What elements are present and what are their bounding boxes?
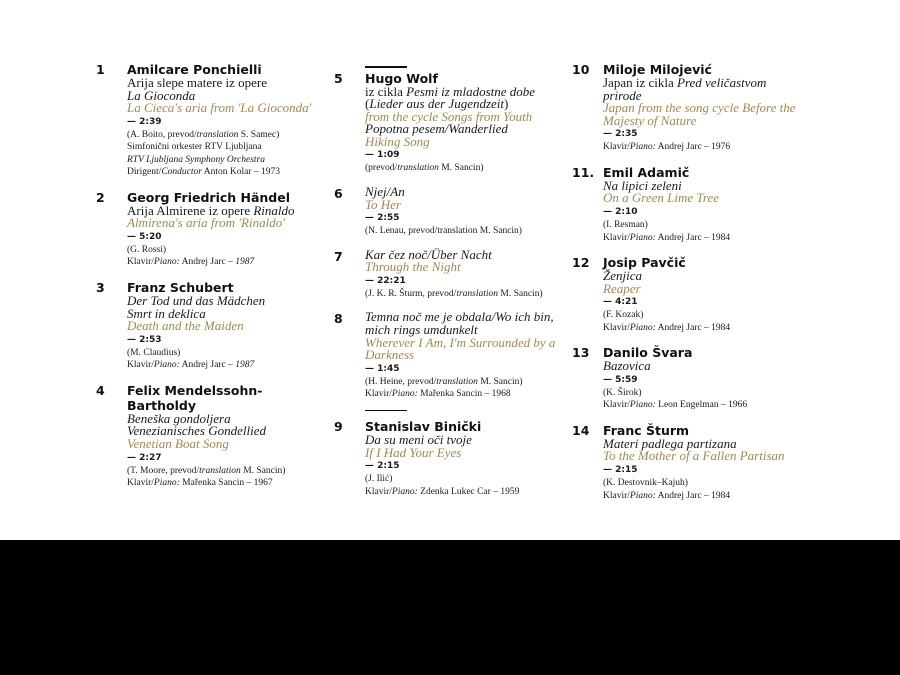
title-line: Beneška gondoljera — [127, 410, 231, 426]
title-line: Ženjica — [603, 268, 642, 284]
duration: — 2:15 — [603, 465, 638, 476]
track-12 — [572, 255, 800, 334]
title-line: (Lieder aus der Jugendzeit) — [365, 96, 509, 112]
title-line: Kar čez noč/Über Nacht — [365, 246, 492, 262]
credit-line: (T. Moore, prevod/translation M. Sancin) — [127, 465, 286, 476]
duration: — 2:55 — [365, 213, 400, 224]
english-title: Japan from the song cycle Before the — [603, 100, 796, 116]
track-number: 10 — [572, 62, 590, 77]
english-title: Reaper — [603, 280, 641, 296]
english-title: Majesty of Nature — [603, 112, 697, 128]
credit-line: Dirigent/Conductor Anton Kolar – 1973 — [127, 167, 281, 178]
composer-name: Danilo Švara — [603, 345, 693, 361]
english-title: To Her — [365, 196, 402, 212]
duration: — 4:21 — [603, 297, 638, 308]
track-6 — [334, 183, 556, 238]
duration: — 2:35 — [603, 129, 638, 140]
title-line: Popotna pesem/Wanderlied — [365, 121, 508, 137]
track-13 — [572, 345, 800, 412]
title-line: Japan iz cikla Pred veličastvom prirode — [603, 75, 767, 103]
composer-name: Josip Pavčič — [603, 255, 686, 271]
credit-line: Klavir/Piano: Andrej Jarc – 1984 — [603, 232, 731, 243]
title-line: iz cikla Pesmi iz mladostne dobe — [365, 83, 536, 99]
track-2 — [96, 190, 321, 269]
english-title: Venetian Boat Song — [127, 435, 229, 451]
composer-name: Emil Adamič — [603, 164, 690, 180]
track-number: 12 — [572, 255, 590, 271]
title-line: Arija Almirene iz opere Rinaldo — [127, 202, 295, 218]
duration: — 2:53 — [127, 334, 162, 345]
english-title: Darkness — [365, 347, 415, 363]
composer-name: Franz Schubert — [127, 279, 234, 295]
track-number: 7 — [334, 248, 343, 264]
track-3 — [96, 280, 321, 372]
credit-line: Klavir/Piano: Mařenka Sancin – 1967 — [127, 478, 273, 489]
duration: — 1:09 — [365, 150, 400, 161]
credit-line: Klavir/Piano: Andrej Jarc – 1984 — [603, 322, 731, 333]
duration: — 2:10 — [603, 207, 638, 218]
english-title: from the cycle Songs from Youth — [365, 108, 533, 124]
credit-line: (G. Rossi) — [127, 244, 167, 255]
section-divider — [365, 66, 407, 68]
english-title: Wherever I Am, I'm Surrounded by a — [365, 334, 556, 350]
duration: — 1:45 — [365, 363, 400, 374]
credit-line: (N. Lenau, prevod/translation M. Sancin) — [365, 226, 522, 237]
title-line: Na lipici zeleni — [603, 177, 682, 193]
track-10 — [572, 62, 800, 154]
title-line: Smrt in deklica — [127, 305, 206, 321]
track-1 — [96, 62, 321, 179]
track-number: 6 — [334, 185, 343, 201]
track-4 — [96, 383, 321, 490]
credit-line: Klavir/Piano: Andrej Jarc – 1987 — [127, 360, 255, 371]
english-title: Death and the Maiden — [127, 318, 244, 334]
credit-line: Klavir/Piano: Andrej Jarc – 1987 — [127, 257, 255, 268]
track-number: 11. — [572, 164, 595, 180]
title-line: Temna noč me je obdala/Wo ich bin, — [365, 309, 554, 325]
title-line: Njej/An — [365, 183, 405, 199]
section-divider — [365, 410, 407, 412]
credit-line: Klavir/Piano: Mařenka Sancin – 1968 — [365, 389, 511, 400]
credit-line: (H. Heine, prevod/translation M. Sancin) — [365, 376, 523, 387]
column-middle — [334, 62, 556, 509]
composer-name: Georg Friedrich Händel — [127, 189, 291, 205]
credit-line: (F. Kozak) — [603, 310, 644, 321]
track-number: 1 — [96, 62, 105, 77]
credit-line: (K. Širok) — [603, 387, 642, 398]
credit-line: (J. K. R. Šturm, prevod/translation M. Sancin) — [365, 288, 543, 299]
credit-line: Klavir/Piano: Andrej Jarc – 1984 — [603, 490, 731, 501]
track-14 — [572, 423, 800, 502]
track-number: 14 — [572, 422, 590, 438]
english-title: To the Mother of a Fallen Partisan — [603, 448, 785, 464]
title-line: mich rings umdunkelt — [365, 321, 478, 337]
credit-line: (A. Boito, prevod/translation S. Samec) — [127, 129, 280, 140]
track-7 — [334, 246, 556, 301]
credit-line: (M. Claudius) — [127, 347, 181, 358]
title-line: Bazovica — [603, 358, 651, 374]
title-line: La Gioconda — [127, 87, 196, 103]
title-line: Da su meni oči tvoje — [365, 432, 472, 448]
track-number: 5 — [334, 70, 343, 86]
credit-line: Klavir/Piano: Zdenka Lukec Car – 1959 — [365, 486, 520, 497]
credit-line: (I. Resman) — [603, 220, 648, 231]
duration: — 5:20 — [127, 231, 162, 242]
composer-name: Felix Mendelssohn-Bartholdy — [127, 382, 263, 413]
track-8 — [334, 311, 556, 400]
duration: — 22:21 — [365, 275, 406, 286]
english-title: La Cieca's aria from 'La Gioconda' — [127, 100, 312, 116]
duration: — 2:39 — [127, 116, 162, 127]
english-title: Almirena's aria from 'Rinaldo' — [127, 215, 285, 231]
black-footer-band — [0, 540, 900, 675]
duration: — 2:15 — [365, 461, 400, 472]
credit-line: RTV Ljubljana Symphony Orchestra — [127, 154, 266, 165]
track-5 — [334, 71, 556, 175]
title-line: Der Tod und das Mädchen — [127, 292, 266, 308]
english-title: On a Green Lime Tree — [603, 190, 720, 206]
english-title: If I Had Your Eyes — [365, 444, 462, 460]
credit-line: (K. Destovnik–Kajuh) — [603, 478, 688, 489]
track-number: 8 — [334, 311, 343, 327]
duration: — 2:27 — [127, 452, 162, 463]
column-left — [96, 62, 321, 501]
composer-name: Miloje Milojević — [603, 62, 712, 77]
duration: — 5:59 — [603, 374, 638, 385]
credit-line: Klavir/Piano: Leon Engelman – 1966 — [603, 400, 748, 411]
composer-name: Amilcare Ponchielli — [127, 62, 262, 77]
track-number: 4 — [96, 382, 105, 398]
track-number: 2 — [96, 189, 105, 205]
title-line: Arija slepe matere iz opere — [127, 75, 268, 90]
credit-line: (J. Ilić) — [365, 474, 393, 485]
composer-name: Hugo Wolf — [365, 70, 438, 86]
title-line: Venezianisches Gondellied — [127, 423, 266, 439]
english-title: Through the Night — [365, 259, 461, 275]
credit-line: (prevod/translation M. Sancin) — [365, 163, 484, 174]
english-title: Hiking Song — [365, 133, 430, 149]
track-number: 13 — [572, 345, 590, 361]
track-11 — [572, 165, 800, 244]
track-number: 9 — [334, 419, 343, 435]
title-line: Materi padlega partizana — [603, 435, 737, 451]
track-number: 3 — [96, 279, 105, 295]
track-9 — [334, 419, 556, 498]
composer-name: Franc Šturm — [603, 422, 690, 438]
column-right — [572, 62, 800, 513]
composer-name: Stanislav Binički — [365, 419, 482, 435]
credit-line: Simfonični orkester RTV Ljubljana — [127, 142, 262, 153]
credit-line: Klavir/Piano: Andrej Jarc – 1976 — [603, 142, 731, 153]
